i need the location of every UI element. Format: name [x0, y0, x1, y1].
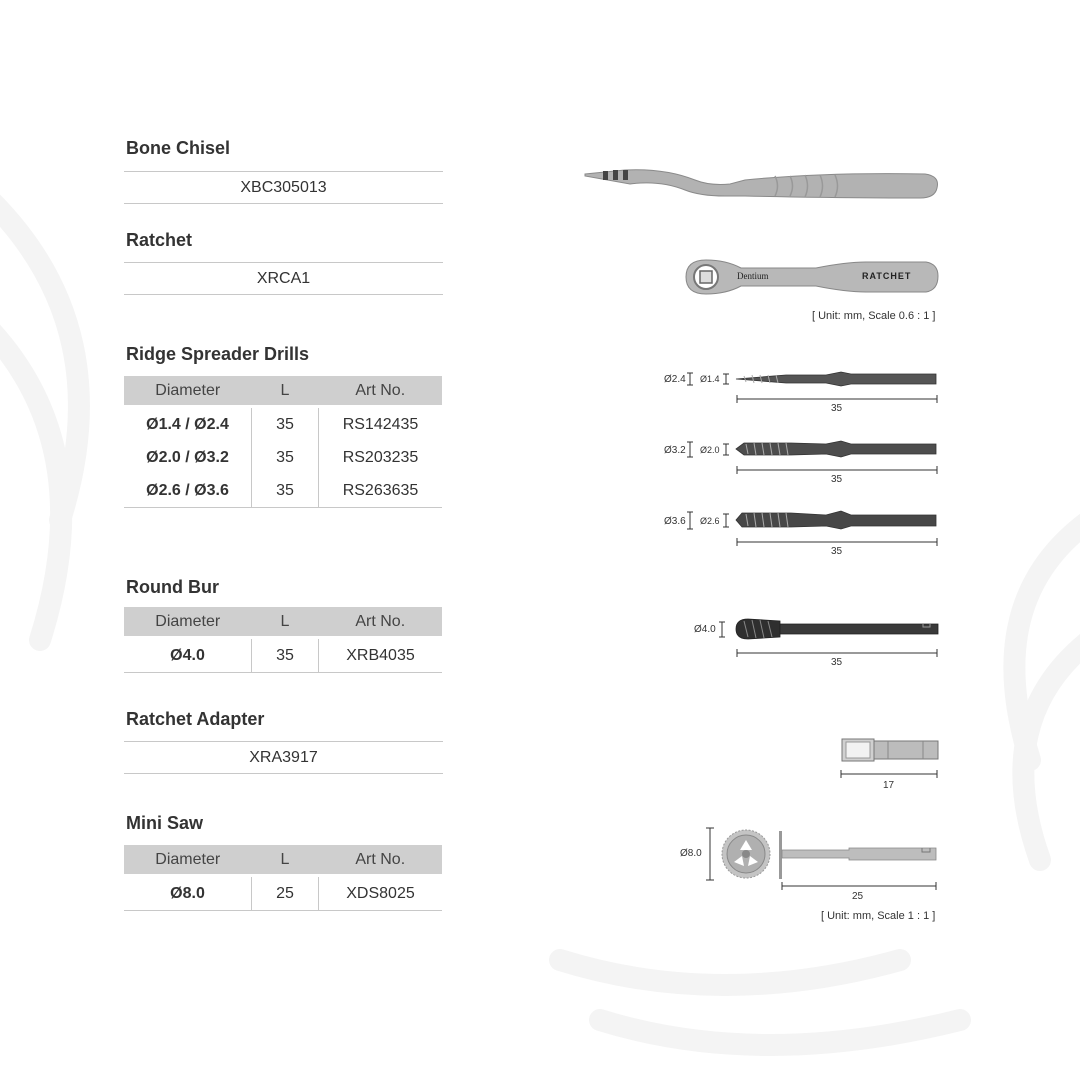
round-bur-diameter: Ø4.0: [694, 624, 716, 635]
ratchet-adapter-title: Ratchet Adapter: [126, 709, 265, 729]
mini-saw-title: Mini Saw: [126, 813, 204, 833]
round-bur-length: 35: [831, 657, 843, 668]
table-row: [124, 441, 442, 474]
drill-1-inner-diameter: Ø1.4: [700, 374, 720, 384]
bone-chisel-code: XBC305013: [124, 171, 443, 204]
round-bur-table: [124, 607, 442, 673]
art-no-cell: RS142435: [319, 407, 443, 442]
table-row: [124, 876, 442, 911]
drill-1-length: 35: [831, 403, 843, 414]
drill-2-image: [686, 439, 940, 475]
header-diameter: Diameter: [124, 607, 252, 638]
art-no-cell: RS203235: [342, 448, 419, 466]
round-bur-title: Round Bur: [126, 577, 219, 597]
art-no-cell: XRB4035: [319, 638, 443, 673]
header-length: L: [252, 607, 319, 638]
art-no-cell: RS263635: [319, 474, 443, 508]
diameter-cell: Ø1.4 / Ø2.4: [124, 407, 252, 442]
bone-chisel-image: [585, 166, 940, 206]
length-cell: 35: [252, 638, 319, 673]
drill-2-length: 35: [831, 474, 843, 485]
ridge-spreader-title: Ridge Spreader Drills: [126, 344, 310, 364]
length-cell: 25: [252, 876, 319, 911]
table-row: [124, 474, 442, 508]
drill-3-outer-diameter: Ø3.6: [664, 516, 686, 527]
drill-3-image: [686, 510, 940, 548]
ratchet-adapter-code: XRA3917: [124, 741, 443, 774]
ridge-spreader-table: [124, 376, 442, 508]
header-art-no: Art No.: [319, 845, 443, 876]
mini-saw-image: [704, 826, 940, 896]
ratchet-brand-engraving: Dentium: [737, 271, 769, 281]
ratchet-title: Ratchet: [126, 230, 193, 250]
diameter-cell: Ø2.0 / Ø3.2: [146, 448, 229, 466]
diameter-cell: Ø2.6 / Ø3.6: [124, 474, 252, 508]
length-cell: 35: [252, 474, 319, 508]
drill-3-length: 35: [831, 546, 843, 557]
art-no-cell: XDS8025: [319, 876, 443, 911]
unit-note-scale-0-6: [ Unit: mm, Scale 0.6 : 1 ]: [812, 310, 936, 322]
header-art-no: Art No.: [319, 607, 443, 638]
drill-1-outer-diameter: Ø2.4: [664, 374, 686, 385]
header-diameter: Diameter: [124, 376, 252, 407]
round-bur-image: [718, 617, 940, 659]
mini-saw-length: 25: [852, 891, 864, 902]
ratchet-code: XRCA1: [124, 262, 443, 295]
drill-2-inner-diameter: Ø2.0: [700, 445, 720, 455]
ratchet-adapter-image: [838, 736, 940, 778]
ratchet-adapter-length: 17: [883, 780, 895, 791]
length-cell: 35: [252, 441, 319, 474]
drill-3-inner-diameter: Ø2.6: [700, 516, 720, 526]
ratchet-label-engraving: RATCHET: [862, 271, 912, 281]
unit-note-scale-1-1: [ Unit: mm, Scale 1 : 1 ]: [821, 910, 936, 922]
drill-1-image: [686, 369, 940, 405]
diameter-cell: Ø4.0: [124, 638, 252, 673]
header-length: L: [252, 376, 319, 407]
drill-2-outer-diameter: Ø3.2: [664, 445, 686, 456]
header-length: L: [252, 845, 319, 876]
header-art-no: Art No.: [319, 376, 443, 407]
mini-saw-table: [124, 845, 442, 911]
length-cell: 35: [252, 407, 319, 442]
table-row: [124, 638, 442, 673]
mini-saw-diameter: Ø8.0: [680, 848, 702, 859]
bone-chisel-title: Bone Chisel: [126, 138, 231, 158]
diameter-cell: Ø8.0: [124, 876, 252, 911]
header-diameter: Diameter: [124, 845, 252, 876]
table-row: [124, 407, 442, 442]
